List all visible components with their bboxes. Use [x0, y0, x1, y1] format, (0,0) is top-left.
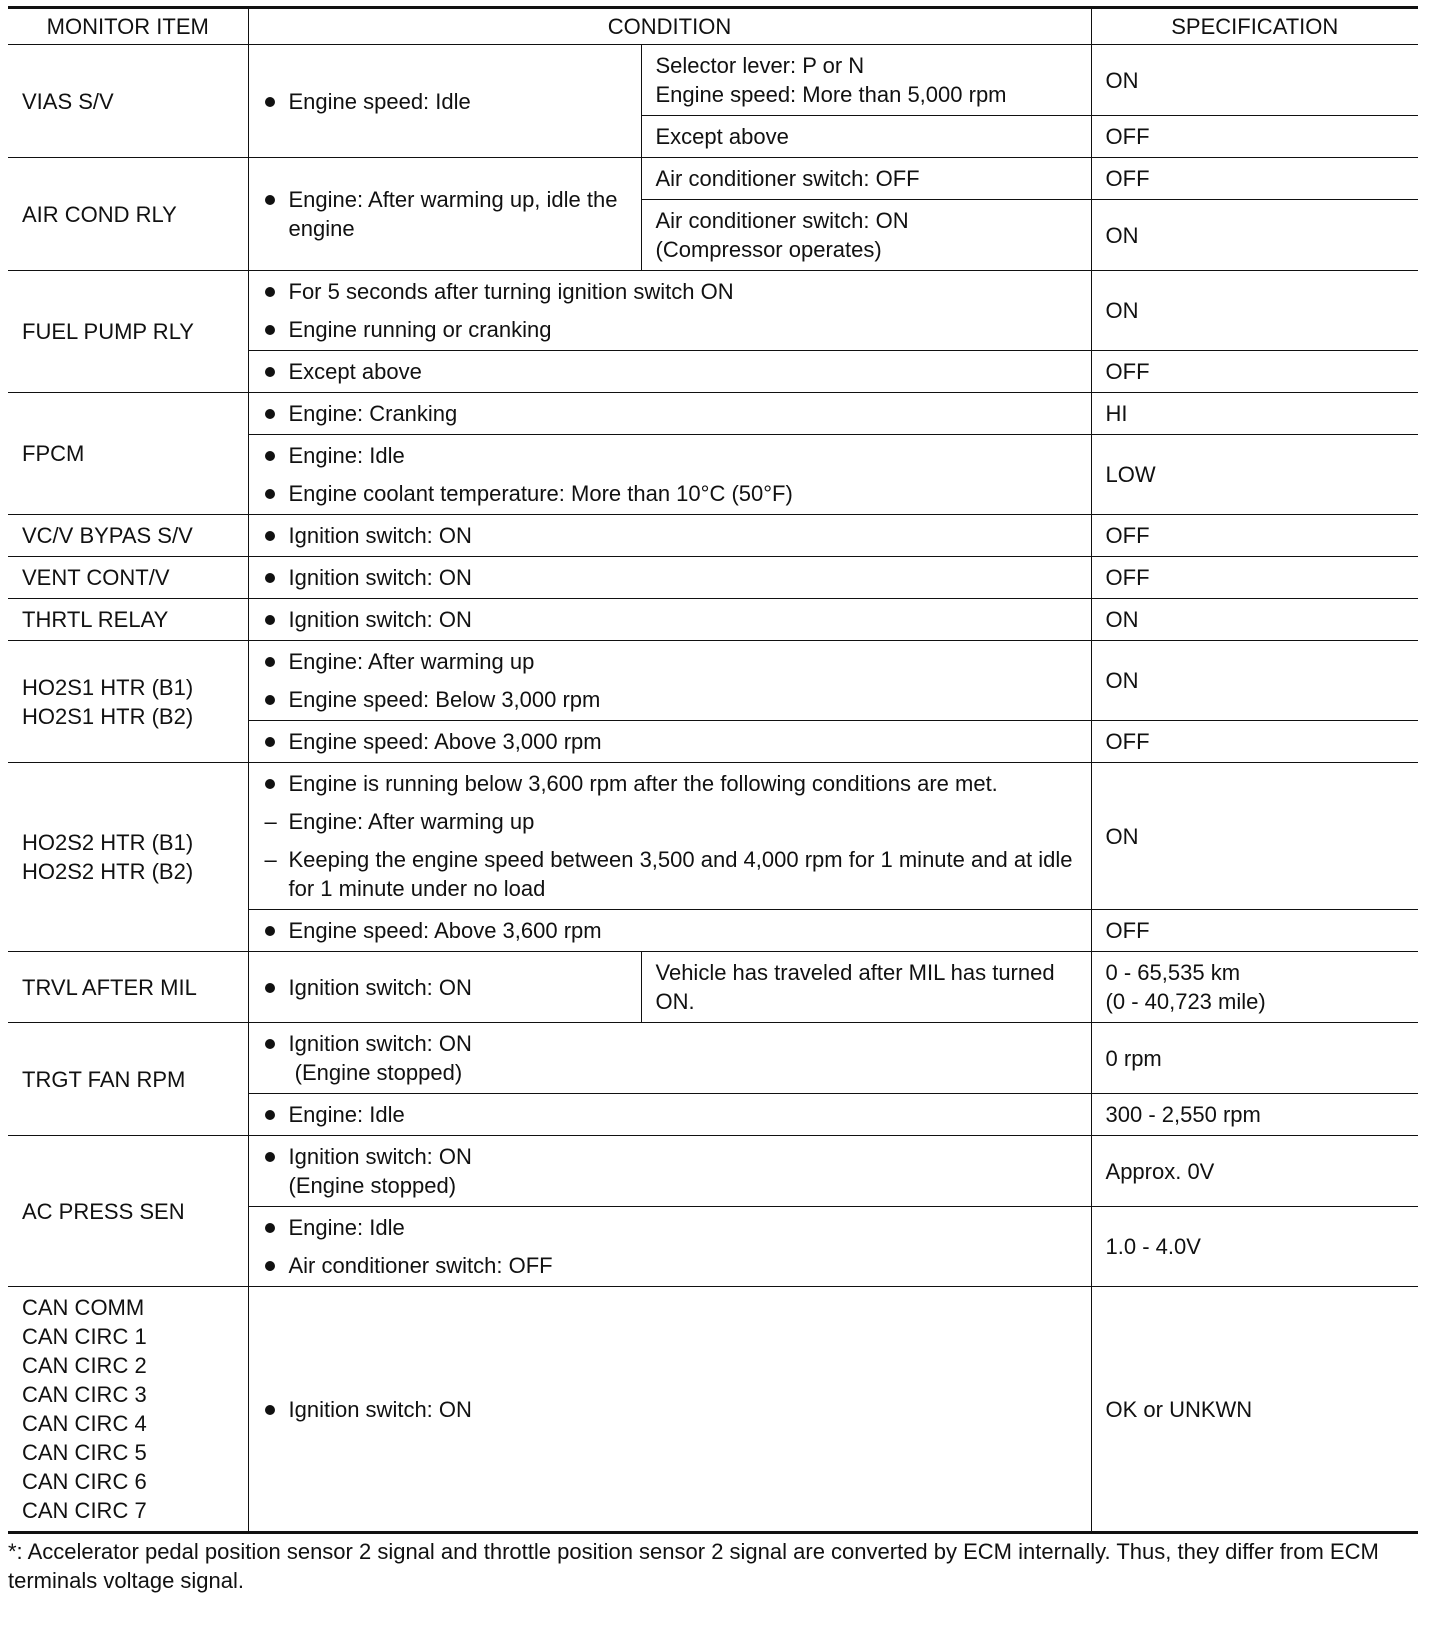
bullet-icon [263, 185, 289, 214]
sub-condition-cell: Vehicle has traveled after MIL has turned ON. [641, 952, 1091, 1023]
monitor-item: AC PRESS SEN [8, 1136, 248, 1287]
condition-cell: Ignition switch: ON [248, 515, 1091, 557]
spec-value: Approx. 0V [1091, 1136, 1418, 1207]
bullet-icon [263, 973, 289, 1002]
header-specification: SPECIFICATION [1091, 8, 1418, 45]
bullet-icon [263, 87, 289, 116]
spec-sheet [8, 6, 1418, 1595]
condition-cell: Ignition switch: ON [248, 557, 1091, 599]
monitor-item: FUEL PUMP RLY [8, 271, 248, 393]
spec-value: 300 - 2,550 rpm [1091, 1094, 1418, 1136]
spec-value: OFF [1091, 515, 1418, 557]
monitor-item: HO2S2 HTR (B1) HO2S2 HTR (B2) [8, 763, 248, 952]
spec-value: OFF [1091, 158, 1418, 200]
header-monitor-item: MONITOR ITEM [8, 8, 248, 45]
bullet-icon [263, 605, 289, 634]
table-row [8, 557, 1418, 599]
spec-value: 0 rpm [1091, 1023, 1418, 1094]
bullet-icon [263, 563, 289, 592]
condition-cell: Engine: After warming up, idle the engine [248, 158, 641, 271]
spec-value: ON [1091, 599, 1418, 641]
bullet-icon [263, 1100, 289, 1129]
table-row [8, 515, 1418, 557]
bullet-icon [263, 277, 289, 306]
condition-cell: Engine speed: Above 3,600 rpm [248, 910, 1091, 952]
monitor-item: VIAS S/V [8, 45, 248, 158]
header-condition: CONDITION [248, 8, 1091, 45]
spec-value: 0 - 65,535 km (0 - 40,723 mile) [1091, 952, 1418, 1023]
monitor-spec-table [8, 6, 1418, 1534]
monitor-item: FPCM [8, 393, 248, 515]
spec-value: ON [1091, 763, 1418, 910]
table-row [8, 599, 1418, 641]
sub-condition-cell: Air conditioner switch: ON (Compressor operates) [641, 200, 1091, 271]
monitor-item: THRTL RELAY [8, 599, 248, 641]
bullet-icon [263, 521, 289, 550]
condition-cell: Engine: After warming up Engine speed: Below 3,000 rpm [248, 641, 1091, 721]
table-row [8, 1136, 1418, 1207]
condition-cell: For 5 seconds after turning ignition switch ON Engine running or cranking [248, 271, 1091, 351]
condition-cell: Engine: Cranking [248, 393, 1091, 435]
spec-value: 1.0 - 4.0V [1091, 1207, 1418, 1287]
table-row [8, 641, 1418, 721]
bullet-icon [263, 1251, 289, 1280]
bullet-icon [263, 1395, 289, 1424]
table-row [8, 952, 1418, 1023]
bullet-icon [263, 479, 289, 508]
condition-cell: Engine is running below 3,600 rpm after the following conditions are met. – Engine: After warming up – Keeping the engine speed between 3,500 and 4,000 rpm for 1 minute and at idle for 1 minute under no load [248, 763, 1091, 910]
condition-cell: Engine speed: Idle [248, 45, 641, 158]
condition-cell: Ignition switch: ON [248, 952, 641, 1023]
condition-cell: Ignition switch: ON (Engine stopped) [248, 1023, 1091, 1094]
spec-value: OFF [1091, 557, 1418, 599]
table-row [8, 45, 1418, 116]
bullet-icon [263, 647, 289, 676]
sub-condition-cell: Air conditioner switch: OFF [641, 158, 1091, 200]
spec-value: OFF [1091, 721, 1418, 763]
condition-cell: Engine speed: Above 3,000 rpm [248, 721, 1091, 763]
table-row [8, 1023, 1418, 1094]
sub-condition-cell: Selector lever: P or N Engine speed: More than 5,000 rpm [641, 45, 1091, 116]
condition-cell: Engine: Idle Engine coolant temperature: More than 10°C (50°F) [248, 435, 1091, 515]
bullet-icon [263, 727, 289, 756]
table-row [8, 763, 1418, 910]
spec-value: HI [1091, 393, 1418, 435]
table-row [8, 271, 1418, 351]
monitor-item: VC/V BYPAS S/V [8, 515, 248, 557]
condition-cell: Engine: Idle [248, 1094, 1091, 1136]
spec-value: ON [1091, 271, 1418, 351]
table-row [8, 158, 1418, 200]
bullet-icon [263, 1142, 289, 1171]
spec-value: OFF [1091, 910, 1418, 952]
bullet-icon [263, 1029, 289, 1058]
spec-value: ON [1091, 200, 1418, 271]
bullet-icon [263, 441, 289, 470]
spec-value: ON [1091, 45, 1418, 116]
monitor-item: AIR COND RLY [8, 158, 248, 271]
spec-value: ON [1091, 641, 1418, 721]
condition-cell: Except above [248, 351, 1091, 393]
dash-icon [263, 807, 289, 836]
bullet-icon [263, 399, 289, 428]
condition-cell: Ignition switch: ON [248, 599, 1091, 641]
spec-value: OFF [1091, 351, 1418, 393]
bullet-icon [263, 916, 289, 945]
bullet-icon [263, 685, 289, 714]
monitor-item: VENT CONT/V [8, 557, 248, 599]
bullet-icon [263, 769, 289, 798]
table-row [8, 1287, 1418, 1533]
spec-value: OK or UNKWN [1091, 1287, 1418, 1533]
monitor-item: TRGT FAN RPM [8, 1023, 248, 1136]
bullet-icon [263, 315, 289, 344]
bullet-icon [263, 1213, 289, 1242]
monitor-item: HO2S1 HTR (B1) HO2S1 HTR (B2) [8, 641, 248, 763]
bullet-icon [263, 357, 289, 386]
footnote: *: Accelerator pedal position sensor 2 signal and throttle position sensor 2 signal are converted by ECM internally. Thus, they differ from ECM terminals voltage signal. [8, 1539, 1379, 1593]
monitor-item: CAN COMM CAN CIRC 1 CAN CIRC 2 CAN CIRC 3 CAN CIRC 4 CAN CIRC 5 CAN CIRC 6 CAN CIRC 7 [8, 1287, 248, 1533]
sub-condition-cell: Except above [641, 116, 1091, 158]
condition-cell: Engine: Idle Air conditioner switch: OFF [248, 1207, 1091, 1287]
spec-value: OFF [1091, 116, 1418, 158]
monitor-item: TRVL AFTER MIL [8, 952, 248, 1023]
condition-cell: Ignition switch: ON (Engine stopped) [248, 1136, 1091, 1207]
header-row [8, 8, 1418, 45]
condition-cell: Ignition switch: ON [248, 1287, 1091, 1533]
table-row [8, 393, 1418, 435]
spec-value: LOW [1091, 435, 1418, 515]
dash-icon [263, 845, 289, 874]
